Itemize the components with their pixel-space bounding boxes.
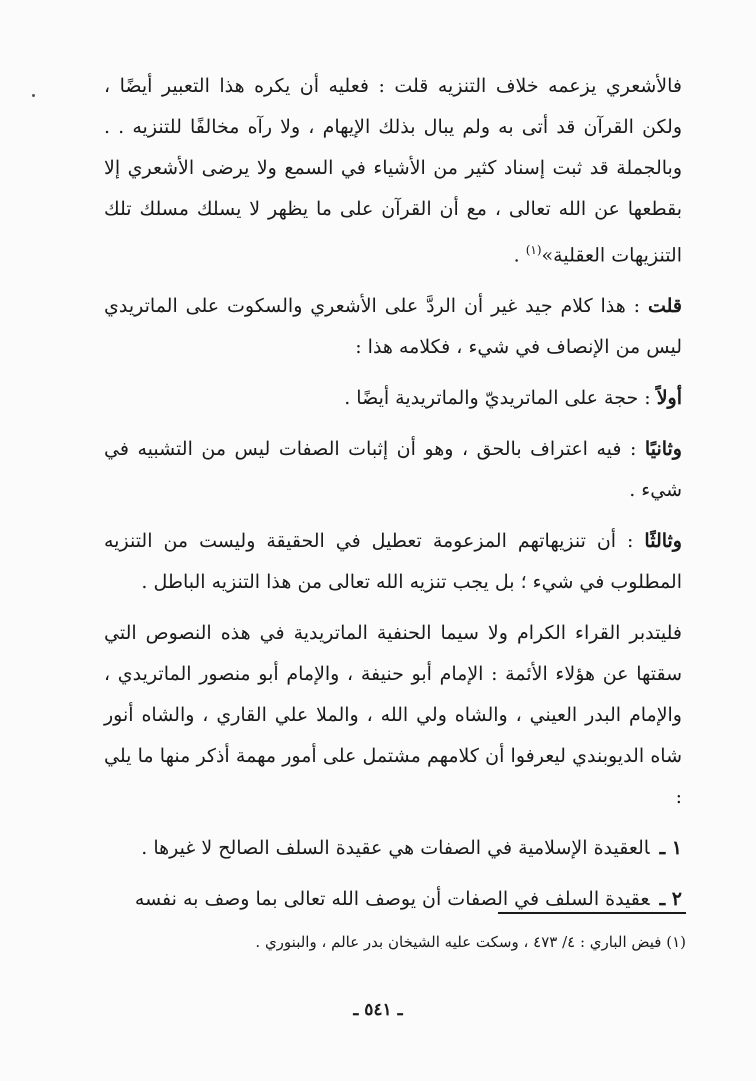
lead-word-first: أولاً <box>656 387 682 410</box>
quote-end: . <box>513 244 526 267</box>
paragraph-quote-end <box>104 66 682 276</box>
scan-speck <box>32 94 35 97</box>
footnote-divider <box>498 912 686 914</box>
paragraph-comment <box>104 286 682 368</box>
item-number-2: ٢ ـ <box>659 888 682 911</box>
lead-word-qultu: قلت <box>647 295 682 318</box>
lead-word-second: وثانيًا <box>644 438 682 461</box>
page-number: ـ ٥٤١ ـ <box>353 1000 403 1020</box>
paragraph-second-point <box>104 429 682 511</box>
item-text-1: العقيدة الإسلامية في الصفات هي عقيدة السلف الصالح لا غيرها . <box>141 837 650 860</box>
paragraph-reflection <box>104 613 682 818</box>
third-point-text: : أن تنزيهاتهم المزعومة تعطيل في الحقيقة وليست من التنزيه المطلوب في شيء ؛ بل يجب تنزيه الله تعالى من هذا التنزيه الباطل . <box>104 530 682 594</box>
quote-text: فالأشعري يزعمه خلاف التنزيه قلت : فعليه أن يكره هذا التعبير أيضًا ، ولكن القرآن قد أتى به ولم يبال بذلك الإيهام ، ولا رآه مخالفًا للتنزيه . . وبالجملة قد ثبت إسناد كثير من الأشياء في السمع ولا يرضى الأشعري إلا بقطعها عن الله تعالى ، مع أن القرآن على ما يظهر لا يسلك مسلك تلك التنزيهات العقلية» <box>104 75 682 267</box>
reflection-text: فليتدبر القراء الكرام ولا سيما الحنفية الماتريدية في هذه النصوص التي سقتها عن هؤلاء الأئمة : الإمام أبو حنيفة ، والإمام أبو منصور الماتريدي ، والإمام البدر العيني ، والشاه ولي الله ، والملا علي القاري ، والشاه أنور شاه الديوبندي ليعرفوا أن كلامهم مشتمل على أمور مهمة أذكر منها ما يلي : <box>104 622 682 809</box>
footnote: (١) فيض الباري : ٤/ ٤٧٣ ، وسكت عليه الشيخان بدر عالم ، والبنوري . <box>255 933 686 951</box>
paragraph-third-point <box>104 521 682 603</box>
main-text <box>104 66 682 930</box>
numbered-item-1 <box>104 828 682 869</box>
paragraph-first-point <box>104 378 682 419</box>
item-text-2: عقيدة السلف في الصفات أن يوصف الله تعالى بما وصف به نفسه <box>134 888 650 911</box>
comment-text: : هذا كلام جيد غير أن الردَّ على الأشعري والسكوت على الماتريدي ليس من الإنصاف في شيء ، فكلامه هذا : <box>104 295 682 359</box>
numbered-item-2 <box>104 879 682 920</box>
first-point-text: : حجة على الماتريديّ والماتريدية أيضًا . <box>344 387 657 410</box>
item-number-1: ١ ـ <box>659 837 682 860</box>
footnote-ref: (١) <box>525 243 542 257</box>
lead-word-third: وثالثًا <box>644 530 682 553</box>
second-point-text: : فيه اعتراف بالحق ، وهو أن إثبات الصفات ليس من التشبيه في شيء . <box>104 438 682 502</box>
